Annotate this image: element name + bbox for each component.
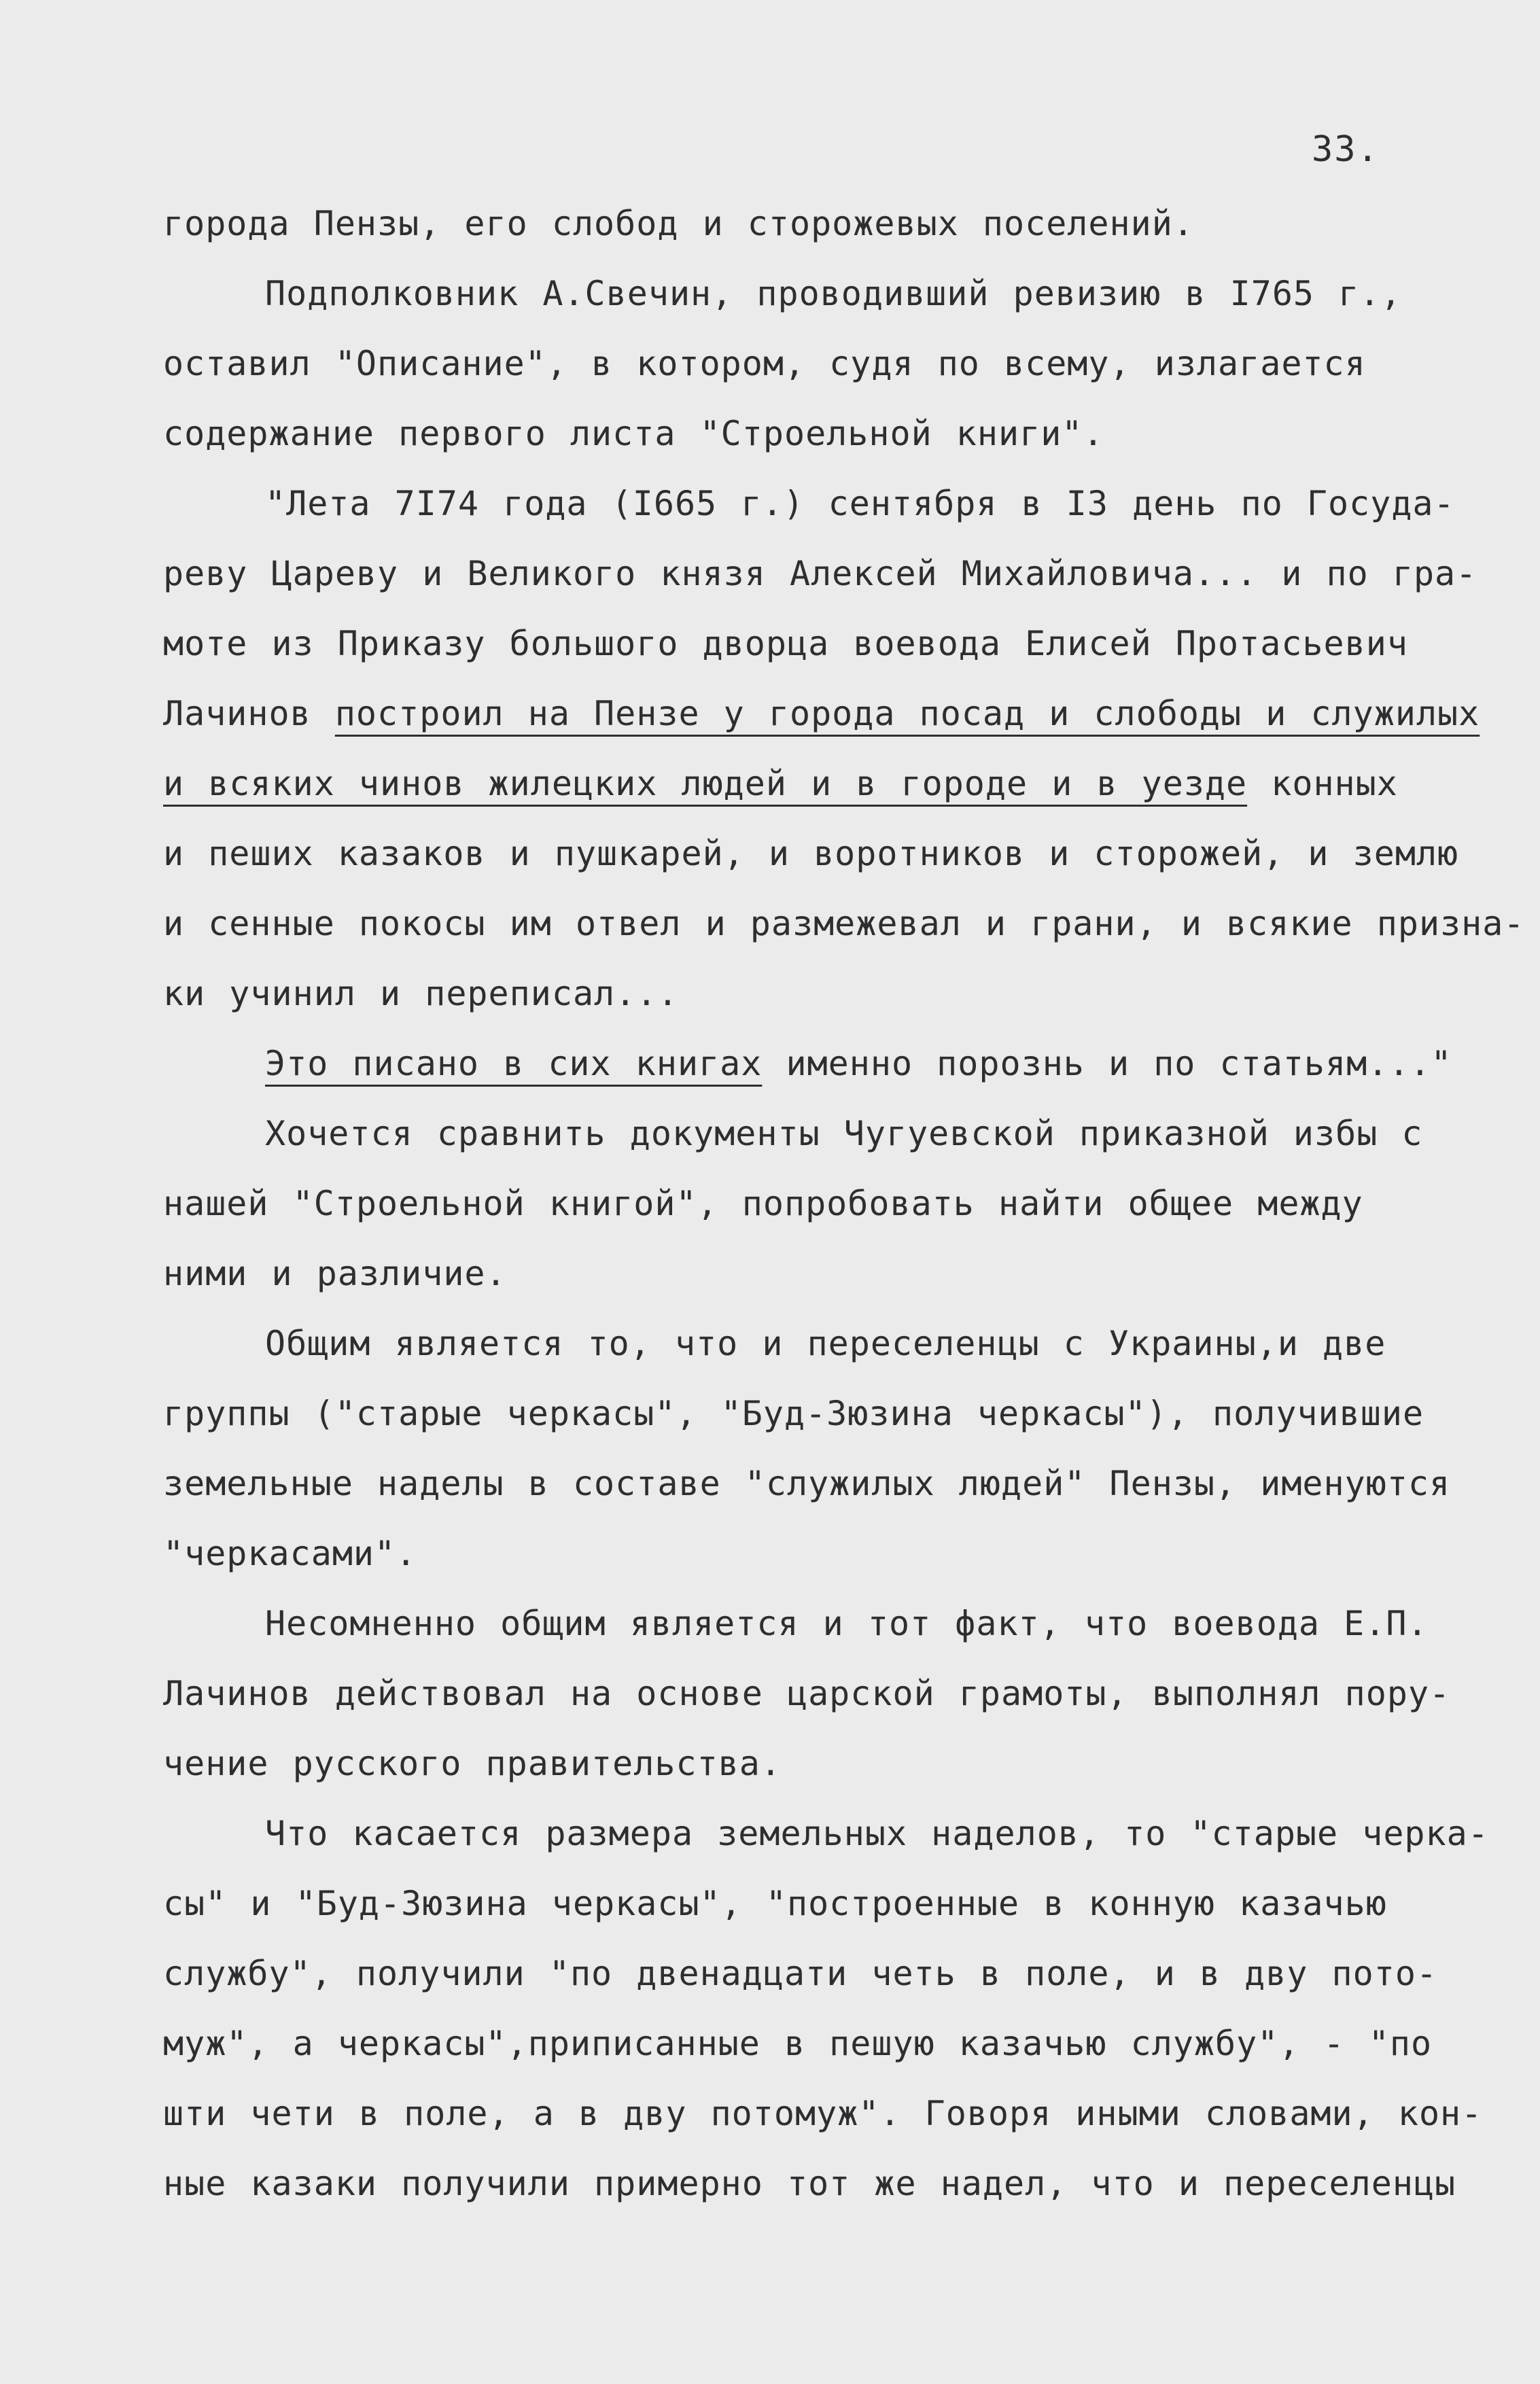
- document-text: [163, 200, 1525, 2230]
- text-line: [163, 2090, 1495, 2160]
- text-line: [163, 1880, 1495, 1950]
- text-line: [163, 1460, 1495, 1530]
- line-text: шти чети в поле, а в дву потомуж". Говоря иными словами, кон-: [163, 2094, 1483, 2133]
- text-line: [163, 1810, 1495, 1880]
- text-line: [163, 830, 1495, 900]
- text-line: [163, 690, 1495, 760]
- underlined-text: Это писано в сих книгах: [265, 1044, 763, 1083]
- text-line: [163, 1670, 1495, 1740]
- line-text: чение русского правительства.: [163, 1744, 782, 1783]
- text-line: [163, 410, 1495, 480]
- page-number: 33.: [1312, 129, 1380, 170]
- line-text: конных: [1247, 764, 1398, 803]
- text-line: [163, 1320, 1495, 1390]
- line-text: Хочется сравнить документы Чугуевской приказной избы с: [265, 1114, 1423, 1153]
- text-line: [163, 1600, 1495, 1670]
- text-line: [163, 1390, 1495, 1460]
- line-text: Общим является то, что и переселенцы с Украины,и две: [265, 1324, 1386, 1363]
- line-text: группы ("старые черкасы", "Буд-Зюзина черкасы"), получившие: [163, 1394, 1424, 1433]
- line-text: муж", а черкасы",приписанные в пешую казачью службу", - "по: [163, 2024, 1433, 2063]
- line-text: ними и различие.: [163, 1254, 507, 1293]
- text-line: [163, 1740, 1495, 1810]
- text-line: [163, 1250, 1495, 1320]
- line-text: именно порознь и по статьям...": [762, 1044, 1452, 1083]
- line-text: города Пензы, его слобод и сторожевых поселений.: [163, 204, 1194, 243]
- text-line: [163, 1180, 1495, 1250]
- text-line: [163, 620, 1495, 690]
- line-text: и сенные покосы им отвел и размежевал и грани, и всякие призна-: [163, 904, 1525, 943]
- text-line: [163, 1950, 1495, 2020]
- line-text: содержание первого листа "Строельной книги".: [163, 414, 1104, 453]
- text-line: [163, 1110, 1495, 1180]
- line-text: нашей "Строельной книгой", попробовать найти общее между: [163, 1184, 1363, 1223]
- line-text: Что касается размера земельных наделов, то "старые черка-: [265, 1814, 1489, 1853]
- underlined-text: и всяких чинов жилецких людей и в городе и в уезде: [163, 764, 1248, 803]
- line-text: оставил "Описание", в котором, судя по всему, излагается: [163, 344, 1366, 383]
- underlined-text: построил на Пензе у города посад и слободы и служилых: [334, 694, 1480, 733]
- text-line: [163, 970, 1495, 1040]
- line-text: сы" и "Буд-Зюзина черкасы", "построенные в конную казачью: [163, 1884, 1387, 1923]
- text-line: [163, 2020, 1495, 2090]
- text-line: [163, 1530, 1495, 1600]
- text-line: [163, 200, 1495, 270]
- text-line: [163, 550, 1495, 620]
- text-line: [163, 340, 1495, 410]
- line-text: земельные наделы в составе "служилых людей" Пензы, именуются: [163, 1464, 1451, 1503]
- line-text: ные казаки получили примерно тот же надел, что и переселенцы: [163, 2164, 1456, 2203]
- line-text: реву Цареву и Великого князя Алексей Михайловича... и по гра-: [163, 554, 1477, 593]
- line-text: ки учинил и переписал...: [163, 974, 679, 1013]
- text-line: [163, 270, 1495, 340]
- line-text: службу", получили "по двенадцати четь в поле, и в дву пото-: [163, 1954, 1438, 1993]
- line-text: и пеших казаков и пушкарей, и воротников и сторожей, и землю: [163, 834, 1459, 873]
- text-line: [163, 760, 1495, 830]
- line-text: Несомненно общим является и тот факт, что воевода Е.П.: [265, 1604, 1429, 1643]
- text-line: [163, 2160, 1495, 2230]
- text-line: [163, 900, 1525, 970]
- line-text: Лачинов действовал на основе царской грамоты, выполнял пору-: [163, 1674, 1451, 1713]
- text-line: [163, 1040, 1495, 1110]
- line-text: Лачинов: [163, 694, 335, 733]
- line-text: "Лета 7I74 года (I665 г.) сентября в I3 день по Госуда-: [265, 484, 1455, 523]
- line-text: Подполковник А.Свечин, проводивший ревизию в I765 г.,: [265, 274, 1402, 313]
- line-text: "черкасами".: [163, 1534, 417, 1573]
- line-text: моте из Приказу большого дворца воевода Елисей Протасьевич: [163, 624, 1408, 663]
- text-line: [163, 480, 1495, 550]
